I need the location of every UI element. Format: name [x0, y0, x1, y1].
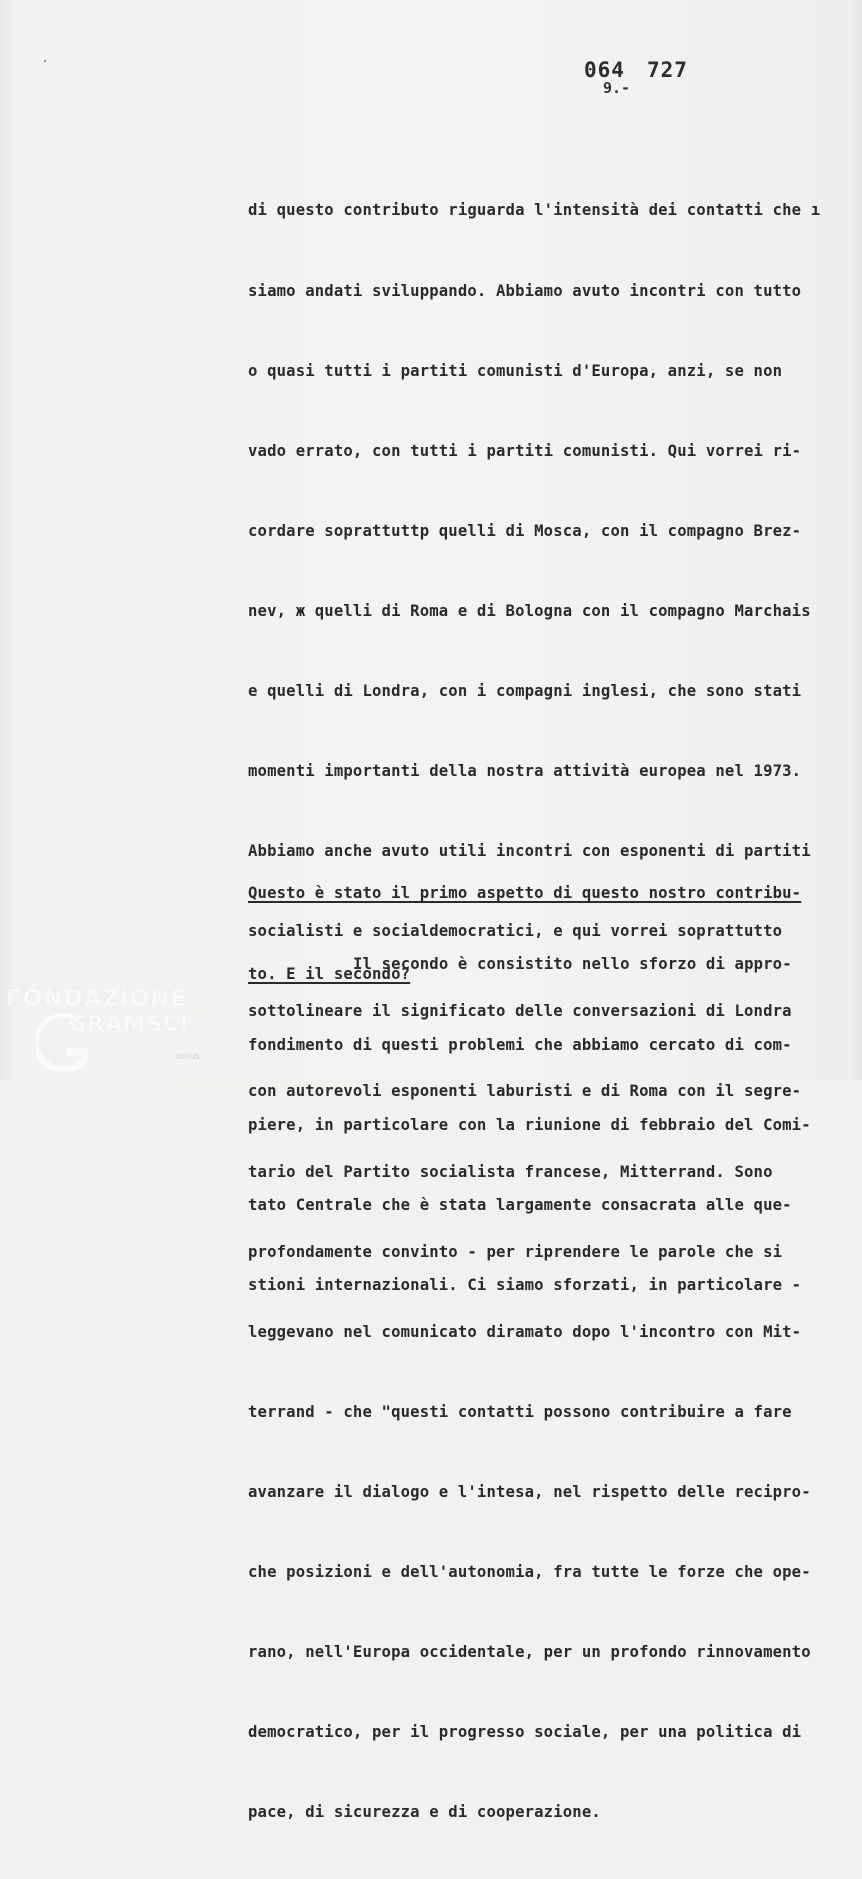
text-line: tato Centrale che è stata largamente consacrata alle que- [248, 1195, 792, 1214]
text-line: Il secondo è consistito nello sforzo di appro- [353, 955, 792, 974]
page-edge-shadow [852, 0, 862, 1080]
watermark-line-2: GRAMSCI [68, 1012, 190, 1037]
text-line: di questo contributo riguarda l'intensità dei contatti che ı [248, 201, 821, 220]
text-line: terrand - che "questi contatti possono contribuire a fare [248, 1402, 792, 1421]
text-line: profondamente convinto - per riprendere le parole che si [248, 1242, 783, 1261]
text-line: Abbiamo anche avuto utili incontri con esponenti di partiti [248, 842, 811, 861]
watermark-line-1: FONDAZIONE [6, 986, 188, 1012]
text-line: democratico, per il progresso sociale, per una politica di [248, 1723, 802, 1742]
page-number: 9.- [603, 79, 631, 97]
text-line: e quelli di Londra, con i compagni inglesi, che sono stati [248, 681, 802, 700]
text-line: vado errato, con tutti i partiti comunisti. Qui vorrei ri- [248, 441, 802, 460]
archive-number-2: 727 [646, 58, 688, 82]
text-line: che posizioni e dell'autonomia, fra tutte le forze che ope- [248, 1563, 811, 1581]
question-line: Questo è stato il primo aspetto di questo nostro contribu- [248, 884, 802, 903]
text-line: tario del Partito socialista francese, Mitterrand. Sono [248, 1162, 773, 1181]
paper-speck [44, 60, 46, 62]
text-line: fondimento di questi problemi che abbiamo cercato di com- [248, 1035, 792, 1054]
watermark-suffix: onlus [176, 1052, 201, 1062]
paragraph-2 [248, 898, 852, 1352]
text-line: nev, ж quelli di Roma e di Bologna con il compagno Marchais [248, 601, 811, 620]
text-line: stioni internazionali. Ci siamo sforzati, in particolare - [248, 1275, 802, 1294]
text-line: cordare soprattuttp quelli di Mosca, con il compagno Brez- [248, 521, 802, 540]
text-line: socialisti e socialdemocratici, e qui vorrei soprattutto [248, 922, 783, 941]
text-line: piere, in particolare con la riunione di febbraio del Comi- [248, 1115, 811, 1134]
text-line: siamo andati sviluppando. Abbiamo avuto incontri con tutto [248, 281, 802, 300]
text-line: momenti importanti della nostra attività europea nel 1973. [248, 762, 802, 781]
question-line: to. E il secondo? [248, 964, 411, 983]
text-line: avanzare il dialogo e l'intesa, nel rispetto delle recipro- [248, 1482, 811, 1501]
text-line: pace, di sicurezza e di cooperazione. [248, 1803, 601, 1822]
text-line: o quasi tutti i partiti comunisti d'Europa, anzi, se non [248, 361, 783, 380]
archive-stamp [584, 58, 688, 82]
text-line: rano, nell'Europa occidentale, per un profondo rinnovamento [248, 1643, 811, 1662]
watermark [6, 986, 189, 1038]
text-line: sottolineare il significato delle conversazioni di Londra [248, 1002, 792, 1021]
text-line: leggevano nel comunicato diramato dopo l'incontro con Mit- [248, 1322, 802, 1341]
archive-number-1: 064 [584, 58, 625, 82]
text-line: con autorevoli esponenti laburisti e di Roma con il segre- [248, 1082, 802, 1101]
